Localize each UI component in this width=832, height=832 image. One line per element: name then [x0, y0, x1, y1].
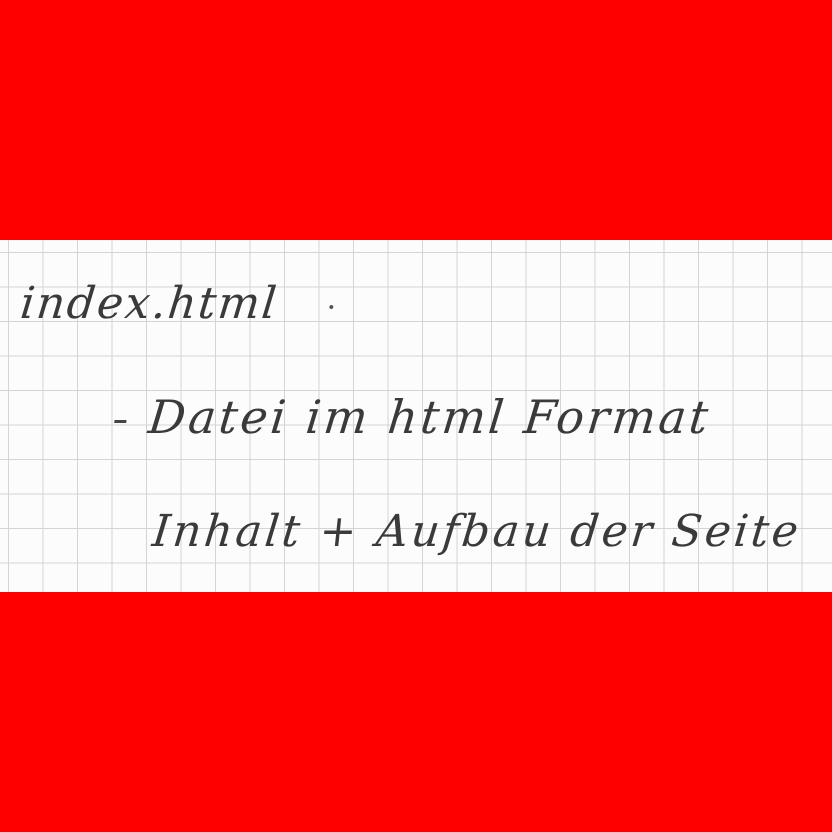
- note-line-content-text: Inhalt + Aufbau der Seite: [150, 506, 804, 557]
- note-line-filename: [18, 278, 337, 329]
- note-line-content: [150, 506, 804, 557]
- ink-dot: [329, 305, 333, 309]
- graph-paper-note: [0, 240, 832, 592]
- note-line-filename-text: index.html: [18, 278, 281, 329]
- note-line-description: [112, 390, 714, 444]
- red-band-bottom: [0, 592, 832, 832]
- note-line-description-text: Datei im html Format: [146, 390, 714, 444]
- bullet-dash-icon: [114, 420, 126, 423]
- red-band-top: [0, 0, 832, 240]
